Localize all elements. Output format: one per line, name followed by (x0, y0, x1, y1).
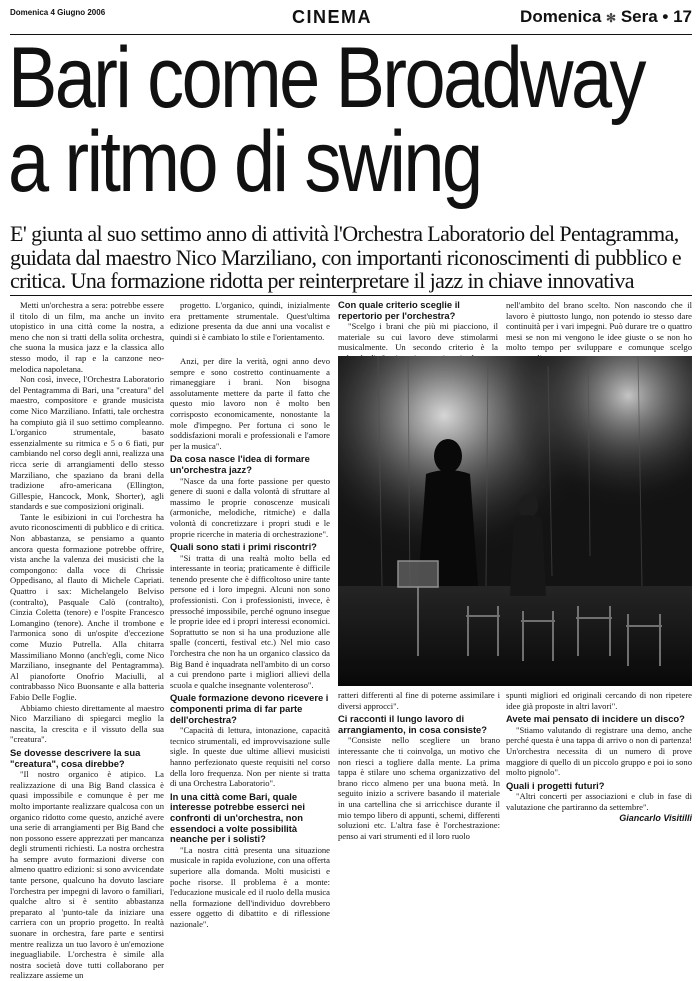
deck-divider (10, 295, 692, 296)
paragraph: spunti migliori ed originali cercando di non ripetere idee già proposte in altri lavori". (506, 690, 692, 711)
interview-question: Quale formazione devono ricevere i componenti prima di far parte dell'orchestra? (170, 692, 329, 725)
section-name: CINEMA (292, 7, 372, 27)
paragraph: "Altri concerti per associazioni e club in fase di valutazione che partiranno da settembre". (506, 791, 692, 812)
interview-question: Quali i progetti futuri? (506, 779, 605, 791)
interview-question: In una città come Bari, quale interesse potrebbe esserci nei confronti di un'orchestra, non essendoci a volte possibilità neanche per i solisti? (170, 790, 305, 845)
masthead-brand (520, 7, 692, 27)
interview-question: Quali sono stati i primi riscontri? (170, 541, 317, 553)
interview-question: Se dovesse descrivere la sua "creatura", cosa direbbe? (10, 746, 141, 769)
paragraph: Abbiamo chiesto direttamente al maestro Nico Marziliano di spiegarci meglio la nascita, la crescita e il vissuto della sua "creatura". (10, 702, 164, 745)
article-column-3-top (338, 300, 498, 355)
interview-question: Con quale criterio sceglie il repertorio per l'orchestra? (338, 299, 460, 321)
article-column-4-top (506, 300, 692, 355)
paragraph: progetto. L'organico, quindi, inizialmente era prettamente strumentale. Quest'ultima edizione presenta da due anni una vocalist e quindi si è cambiato lo stile e l'orientamento. (170, 300, 330, 342)
orchestra-photo (338, 356, 692, 686)
brand-page: Sera • 17 (620, 7, 692, 26)
paragraph: "Capacità di lettura, intonazione, capacità tecnico strumentali, ed improvvisazione sulle sigle. In queste due ultime allievi musicisti hanno perfezionato queste requisiti nel corso della loro frequenza. Non per niente si tratta di una Orchestra Laboratorio". (170, 725, 330, 789)
issue-date: Domenica 4 Giugno 2006 (10, 8, 106, 17)
paragraph: Anzi, per dire la verità, ogni anno devo sempre e sono costretto continuamente a rimaneggiare i brani. Non bisogna assolutamente mettere da parte il fatto che questo mio lavoro non è molto ben corrisposto economicamente, nonostante la mole d'impegno. Per fortuna ci sono le soddisfazioni morali e professionali e l'amore per la musica". (170, 356, 330, 451)
article-column-1 (10, 300, 164, 981)
article-column-2 (170, 356, 330, 929)
paragraph: Tante le esibizioni in cui l'orchestra ha avuto riconoscimenti di pubblico e di critica. Non abbastanza, se pensiamo a quanto ancora questa formazione potrebbe offrire, vista anche la valenza dei musicisti che la compongono: dalla voce di Chrissie Oppedisano, al flauto di Michele Capriati. Quattro i sax: Michelangelo Belviso (contralto), Pasquale Calò (contralto), Cinzia Coletta (tenore) e l'ospite Francesco Lomangino (tenore). Anche il trombone e l'armonica sono di un'ospite d'eccezione come Muzio Putrella. Alla chitarra Massimiliano Monno (anch'egli, come Nico Marziliano, insegnante del Pentagramma). Al pianoforte Onofrio Maciulli, al contrabbasso Nico Buonsante e alla batteria Fabio Delle Foglie. (10, 511, 164, 702)
star-icon: ✻ (606, 11, 617, 25)
paragraph: Non così, invece, l'Orchestra Laboratorio del Pentagramma di Bari, una "creatura" del maestro, compositore e grande musicista come Nico Marziliano. Infatti, tale orchestra ha compiuto già il suo settimo compleanno. L'organico strumentale, basato essenzialmente su ritmica e 5 o 6 fiati, pur cambiando nel corso degli anni, realizza una ricca serie di arrangiamenti dello stesso Marziliano, che spaziano da brani della tradizione afro-americana (Ellington, Gillespie, Hancock, Monk, Shorter), agli standards e sue composizioni originali. (10, 374, 164, 512)
photo-illustration (338, 356, 692, 686)
paragraph: ratteri differenti al fine di poterne assimilare i diversi approcci". (338, 690, 500, 711)
headline (8, 30, 644, 210)
interview-question: Ci racconti il lungo lavoro di arrangiamento, in cosa consiste? (338, 713, 488, 735)
brand-name: Domenica (520, 7, 602, 26)
paragraph: "Scelgo i brani che più mi piacciono, il materiale su cui lavoro deve stimolarmi musicalmente. Un secondo criterio è la (338, 321, 498, 353)
paragraph: nell'ambito del brano scelto. Non nascondo che il lavoro è piuttosto lungo, non potendo io stesso dare continuità per i vari impegni. Può durare tre o quattro mesi se non mi vengono le idee giuste o se non ho molto tempo per sviluppare e comunque scelgo (506, 300, 692, 353)
paragraph: "Consiste nello scegliere un brano interessante che ti coinvolga, un motivo che non riesci a togliere dalla mente. La prima tappa è stilare uno schema organizzativo del brano ricco almeno per una buona metà. In seguito inizio a scrivere basando il materiale in una cartellina che si arricchisce durante il mio tempo libero di appunti, schemi, differenti soluzioni etc. L'altra fase è l'orchestrazione: penso ai vari strumenti ed il loro ruolo (338, 735, 500, 841)
article-column-2-top (170, 300, 330, 355)
paragraph: "La nostra città presenta una situazione musicale in rapida evoluzione, con una offerta superiore alla domanda. Molti musicisti e poche risorse. Il problema è a monte: l'educazione musicale ed il ruolo della musica nella formazione dell'individuo dovrebbero essere oggetto di dibattito e di riflessione nazionale". (170, 844, 330, 929)
interview-question: Da cosa nasce l'idea di formare un'orchestra jazz? (170, 453, 310, 475)
paragraph: "Nasce da una forte passione per questo genere di suoni e dalla volontà di sfruttare al massimo le proprie conoscenze musicali (armoniche, melodiche, ritmiche) e dalla volontà di concretizzare i propri studi e le proprie ricerche in materia di orchestrazione". (170, 475, 330, 539)
paragraph: "Si tratta di una realtà molto bella ed interessante in teoria; praticamente è difficile tenendo presente che è difficoltoso unire tante persone ed i loro impegni. Alcuni non sono professionisti. Con i professionisti, invece, è pressoché impossibile, perché ognuno insegue le proprie idee ed i propri interessi economici. Soprattutto se non si ha una produzione alle spalle (concerti, festival etc.) Nel mio caso l'orchestra che non ha un organico classico da Big Band è inquadrata nell'ambito di un corso a cui prendono parte i migliori allievi della scuola e qualche insegnante volenteroso". (170, 552, 330, 690)
article-column-4-bottom (506, 690, 692, 823)
article-column-3-bottom (338, 690, 500, 841)
article-deck: E' giunta al suo settimo anno di attività l'Orchestra Laboratorio del Pentagramma, guidata dal maestro Nico Marziliano, con importanti riconoscimenti di pubblico e critica. Una formazione ridotta per reinterpretare il jazz in chiave innovativa (10, 221, 682, 293)
interview-question: Avete mai pensato di incidere un disco? (506, 713, 685, 725)
paragraph: "Il nostro organico è atipico. La realizzazione di una Big Band classica è quasi impossibile e comunque è per me molto importante realizzare qualcosa con un organico ridotto come questo, anziché avere una serie di arrangiamenti per Big Band che non possono essere apprezzati per mancanza degli strumenti richiesti. La nostra orchestra ha sempre avuto formazioni diverse con almeno quattro edizioni: si sono avvicendate tante persone, qualcuno ha dovuto lasciare l'orchestra per impegni di lavoro o familiari, qualche altro si è sentito abbastanza preparato al 'punto-tale da iniziare una carriera con un proprio progetto. In realtà suonare in orchestra, fare parte e sentirsi mentre realizza un tuo lavoro è un'emozione ineguagliabile. L'orchestra è simile alla nostra società dove tutti collaborano per realizzare assieme un (10, 769, 164, 981)
paragraph: "Stiamo valutando di registrare una demo, anche perché questa è una tappa di arrivo o non di partenza! Un'orchestra necessita di un numero di prove maggiore di quello di un piccolo gruppo e poi io sono molto pignolo". (506, 724, 692, 778)
author-signature: Giancarlo Visitilli (619, 812, 692, 823)
headline-line-1: Bari come Broadway (8, 30, 644, 126)
paragraph: Metti un'orchestra a sera: potrebbe essere il titolo di un film, ma anche un invito utopistico in una città come la nostra, a meno che non si tratti della solita orchestra, che suona la musica jazz e la classica allo stesso modo, il rap e la canzone neo-melodica napoletana. (10, 300, 164, 374)
headline-line-2: a ritmo di swing (8, 114, 481, 210)
